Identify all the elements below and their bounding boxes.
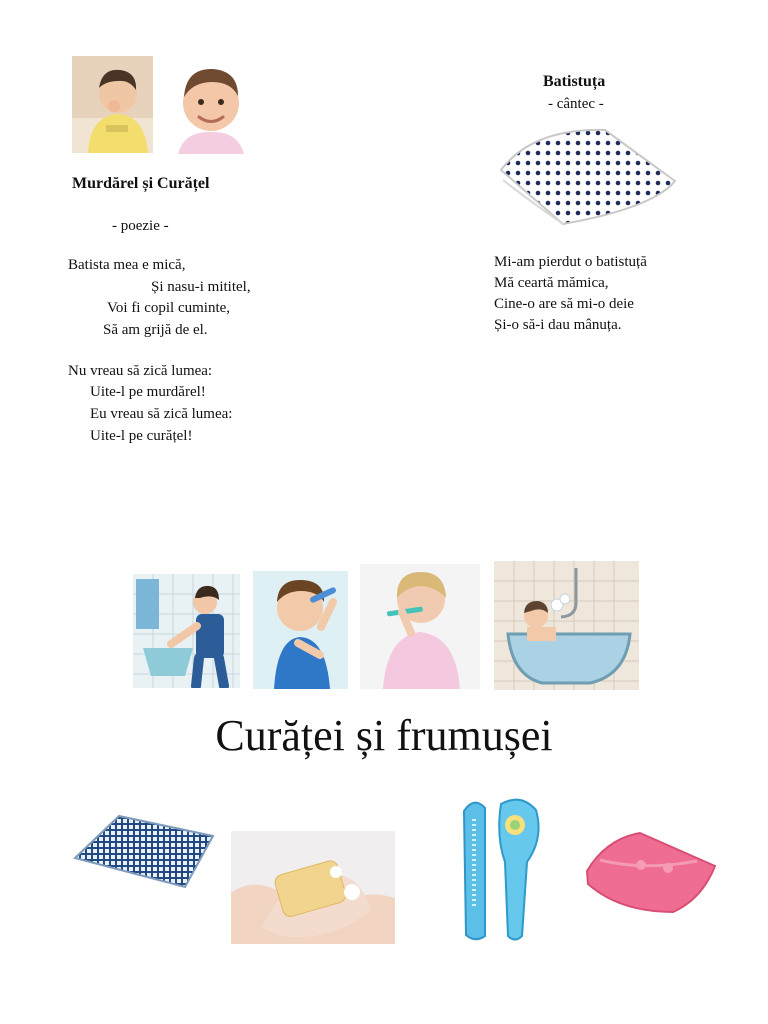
poem-line: Eu vreau să zică lumea:	[90, 406, 233, 422]
soap-hands-icon	[231, 831, 395, 944]
comb-brush-icon	[452, 794, 548, 944]
boy-combing-hair-icon	[253, 571, 348, 689]
poem-subtitle: - poezie -	[112, 218, 169, 234]
girl-brushing-teeth-icon	[360, 564, 480, 689]
poem-line: Nu vreau să zică lumea:	[68, 363, 213, 379]
poem-line: Uite-l pe murdărel!	[90, 384, 206, 400]
baby-photo	[162, 53, 260, 154]
song-line: Mă ceartă mămica,	[494, 275, 609, 291]
toddler-photo	[72, 56, 153, 153]
poem-line: Voi fi copil cuminte,	[107, 300, 231, 316]
child-bathing-icon	[494, 561, 639, 690]
song-line: Mi-am pierdut o batistuță	[494, 254, 647, 270]
song-subtitle: - cântec -	[548, 96, 604, 112]
pink-towel-icon	[580, 826, 721, 915]
song-title: Batistuța	[543, 73, 606, 90]
poem-line: Uite-l pe curățel!	[90, 428, 193, 444]
handkerchief-icon	[71, 803, 216, 889]
song-line: Cine-o are să mi-o deie	[494, 296, 634, 312]
poem-line: Batista mea e mică,	[68, 257, 186, 273]
handkerchief-dots-photo	[493, 118, 680, 228]
poem-title: Murdărel și Curățel	[72, 175, 210, 192]
boy-washing-hands-icon	[133, 574, 240, 688]
footer-title: Curăței și frumușei	[215, 711, 553, 760]
poem-line: Și nasu-i mititel,	[151, 279, 251, 295]
poem-line: Să am grijă de el.	[103, 322, 208, 338]
song-line: Și-o să-i dau mânuța.	[494, 317, 622, 333]
